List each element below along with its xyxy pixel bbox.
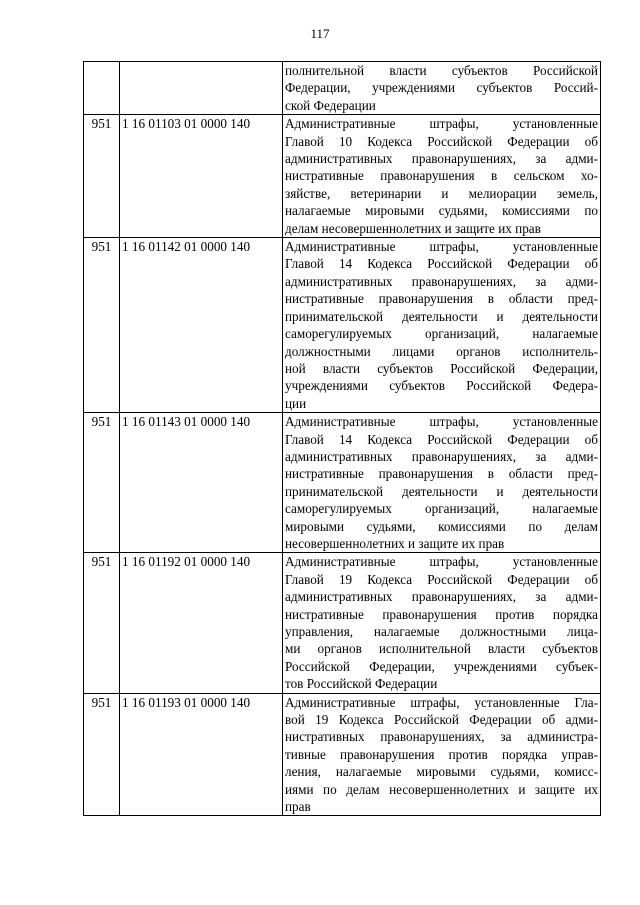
description-line: саморегулируемых организаций, налагаемые — [285, 501, 598, 517]
description-line: нистративные правонарушения против порядка — [285, 606, 598, 622]
description-line: полнительной власти субъектов Российской — [285, 63, 598, 78]
description-line: учреждениями субъектов Российской Федера- — [285, 378, 598, 394]
table-row — [84, 238, 601, 413]
description-cell — [283, 62, 601, 115]
budget-code-cell: 1 16 01142 01 0000 140 — [120, 238, 283, 413]
description-line: налагаемые мировыми судьями, комиссиями по — [285, 203, 598, 219]
budget-code-cell: 1 16 01103 01 0000 140 — [120, 115, 283, 238]
description-line: ления, налагаемые мировыми судьями, комисс- — [285, 764, 598, 780]
budget-code-cell: 1 16 01193 01 0000 140 — [120, 693, 283, 816]
description-line: вой 19 Кодекса Российской Федерации об адми- — [285, 712, 598, 728]
description-line: должностными лицами органов исполнитель- — [285, 343, 598, 359]
description-cell — [283, 693, 601, 816]
description-cell — [283, 553, 601, 693]
description-line: административных правонарушениях, за адми- — [285, 448, 598, 464]
description-line: Главой 14 Кодекса Российской Федерации об — [285, 431, 598, 447]
description-line: Административные штрафы, установленные — [285, 116, 598, 132]
description-line: иями по делам несовершеннолетних и защите их — [285, 781, 598, 797]
description-line: ми органов исполнительной власти субъектов — [285, 641, 598, 657]
description-line: нистративные правонарушения в области пред- — [285, 466, 598, 482]
table-row — [84, 413, 601, 553]
budget-code-cell — [120, 62, 283, 115]
table-body — [84, 62, 601, 816]
description-line: ской Федерации — [285, 97, 376, 113]
admin-code-cell: 951 — [84, 238, 120, 413]
description-line: ной власти субъектов Российской Федерации, — [285, 360, 598, 376]
table-row — [84, 693, 601, 816]
admin-code-cell: 951 — [84, 413, 120, 553]
description-line: делам несовершеннолетних и защите их прав — [285, 220, 541, 236]
description-line: административных правонарушениях, за адми- — [285, 151, 598, 167]
description-cell — [283, 115, 601, 238]
description-line: управления, налагаемые должностными лица- — [285, 624, 598, 639]
description-line: принимательской деятельности и деятельности — [285, 483, 598, 499]
budget-code-cell: 1 16 01192 01 0000 140 — [120, 553, 283, 693]
description-line: ции — [285, 395, 307, 411]
description-line: Административные штрафы, установленные — [285, 414, 598, 430]
description-line: саморегулируемых организаций, налагаемые — [285, 326, 598, 342]
description-line: Административные штрафы, установленные Гла- — [285, 694, 598, 710]
budget-codes-table — [83, 61, 601, 816]
description-line: административных правонарушениях, за адми- — [285, 589, 598, 605]
admin-code-cell: 951 — [84, 115, 120, 238]
description-line: Административные штрафы, установленные — [285, 554, 598, 570]
budget-code-cell: 1 16 01143 01 0000 140 — [120, 413, 283, 553]
description-line: Главой 19 Кодекса Российской Федерации об — [285, 571, 598, 587]
description-line: Российской Федерации, учреждениями субъек- — [285, 658, 598, 674]
description-line: зяйстве, ветеринарии и мелиорации земель, — [285, 185, 598, 201]
description-line: нистративные правонарушения в сельском хо- — [285, 168, 598, 184]
page-number: 117 — [310, 26, 330, 41]
admin-code-cell: 951 — [84, 553, 120, 693]
description-line: мировыми судьями, комиссиями по делам — [285, 518, 598, 534]
description-line: принимательской деятельности и деятельности — [285, 308, 598, 324]
description-line: нистративные правонарушения в области пред- — [285, 291, 598, 307]
description-line: административных правонарушениях, за адми- — [285, 273, 598, 289]
description-line: Главой 10 Кодекса Российской Федерации об — [285, 133, 598, 149]
description-cell — [283, 413, 601, 553]
description-line: Главой 14 Кодекса Российской Федерации об — [285, 256, 598, 272]
table-row — [84, 62, 601, 115]
description-line: Административные штрафы, установленные — [285, 239, 598, 255]
description-line: нистративных правонарушениях, за администра- — [285, 729, 598, 745]
description-cell — [283, 238, 601, 413]
description-line: несовершеннолетних и защите их прав — [285, 535, 505, 551]
description-line: прав — [285, 799, 311, 815]
table-row — [84, 553, 601, 693]
table-row — [84, 115, 601, 238]
admin-code-cell: 951 — [84, 693, 120, 816]
description-line: Федерации, учреждениями субъектов Россий- — [285, 80, 598, 96]
description-line: тов Российской Федерации — [285, 676, 438, 692]
admin-code-cell — [84, 62, 120, 115]
description-line: тивные правонарушения против порядка управ- — [285, 746, 598, 762]
